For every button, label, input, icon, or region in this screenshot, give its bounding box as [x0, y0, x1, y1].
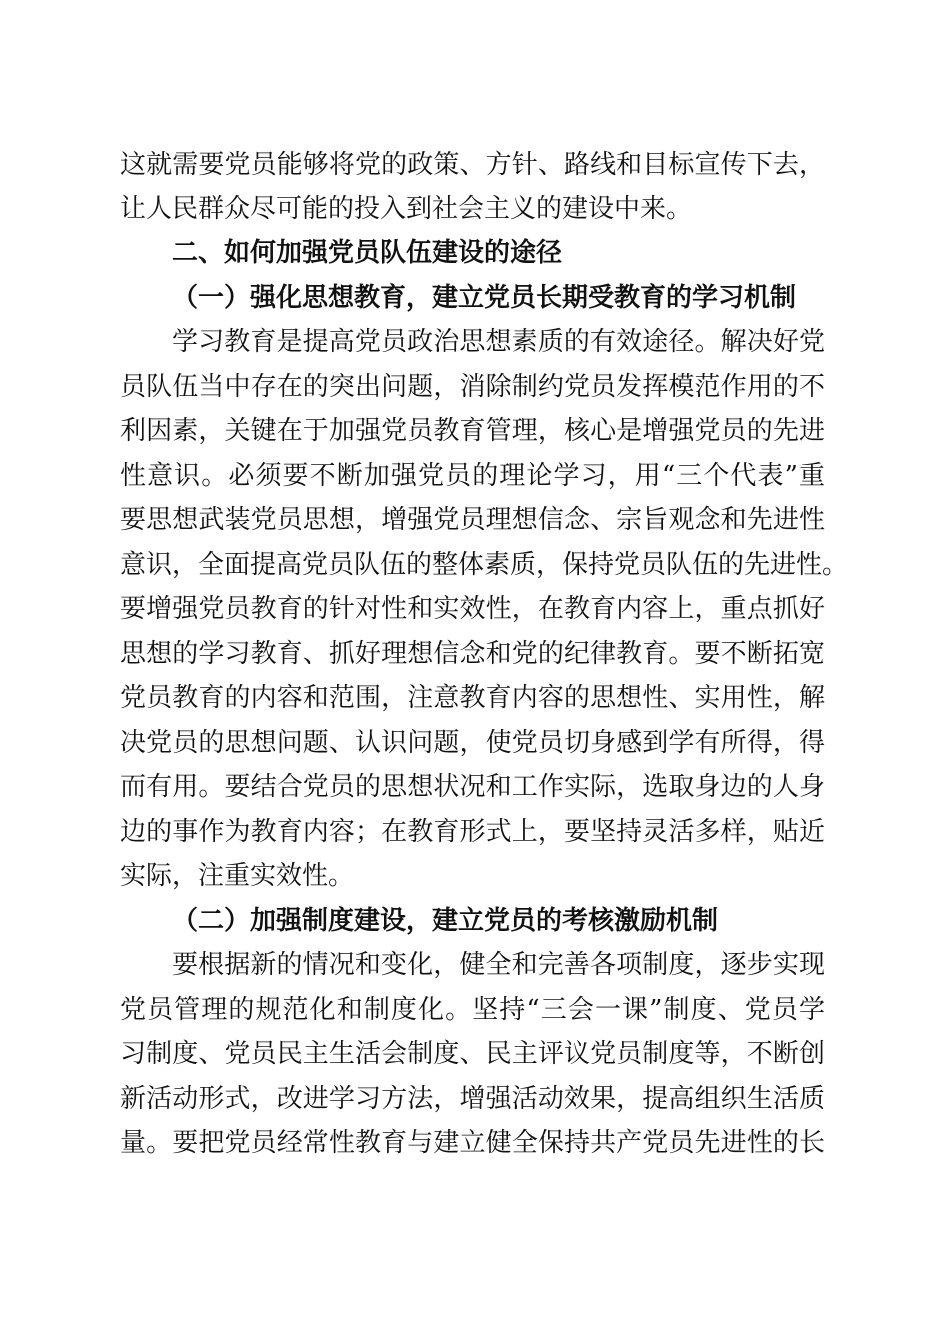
- paragraph-line: 意识，全面提高党员队伍的整体素质，保持党员队伍的先进性。: [120, 550, 849, 580]
- paragraph-line: 员队伍当中存在的突出问题，消除制约党员发挥模范作用的不: [120, 372, 825, 402]
- paragraph-line: 而有用。要结合党员的思想状况和工作实际，选取身边的人身: [120, 772, 825, 802]
- subsection-heading: （二）加强制度建设，建立党员的考核激励机制: [172, 906, 719, 936]
- paragraph-line: 思想的学习教育、抓好理想信念和党的纪律教育。要不断拓宽: [120, 639, 825, 669]
- paragraph-line: 这就需要党员能够将党的政策、方针、路线和目标宣传下去，: [120, 150, 825, 180]
- paragraph-line: 性意识。必须要不断加强党员的理论学习，用“三个代表”重: [120, 461, 825, 491]
- paragraph-line: 量。要把党员经常性教育与建立健全保持共产党员先进性的长: [120, 1128, 825, 1158]
- paragraph-line: 实际，注重实效性。: [120, 861, 355, 891]
- paragraph-line: 学习教育是提高党员政治思想素质的有效途径。解决好党: [172, 327, 825, 357]
- paragraph-line: 决党员的思想问题、认识问题，使党员切身感到学有所得，得: [120, 728, 825, 758]
- paragraph-line: 要增强党员教育的针对性和实效性，在教育内容上，重点抓好: [120, 594, 825, 624]
- paragraph-line: 党员管理的规范化和制度化。坚持“三会一课”制度、党员学: [120, 995, 825, 1025]
- paragraph-line: 利因素，关键在于加强党员教育管理，核心是增强党员的先进: [120, 416, 825, 446]
- paragraph-line: 习制度、党员民主生活会制度、民主评议党员制度等，不断创: [120, 1039, 825, 1069]
- paragraph-line: 要思想武装党员思想，增强党员理想信念、宗旨观念和先进性: [120, 505, 825, 535]
- paragraph-line: 新活动形式，改进学习方法，增强活动效果，提高组织生活质: [120, 1084, 825, 1114]
- paragraph-line: 让人民群众尽可能的投入到社会主义的建设中来。: [120, 194, 693, 224]
- paragraph-line: 要根据新的情况和变化，健全和完善各项制度，逐步实现: [172, 950, 825, 980]
- paragraph-line: 党员教育的内容和范围，注意教育内容的思想性、实用性，解: [120, 683, 825, 713]
- paragraph-line: 边的事作为教育内容；在教育形式上，要坚持灵活多样，贴近: [120, 817, 825, 847]
- subsection-heading: （一）强化思想教育，建立党员长期受教育的学习机制: [172, 283, 797, 313]
- section-heading: 二、如何加强党员队伍建设的途径: [172, 238, 563, 268]
